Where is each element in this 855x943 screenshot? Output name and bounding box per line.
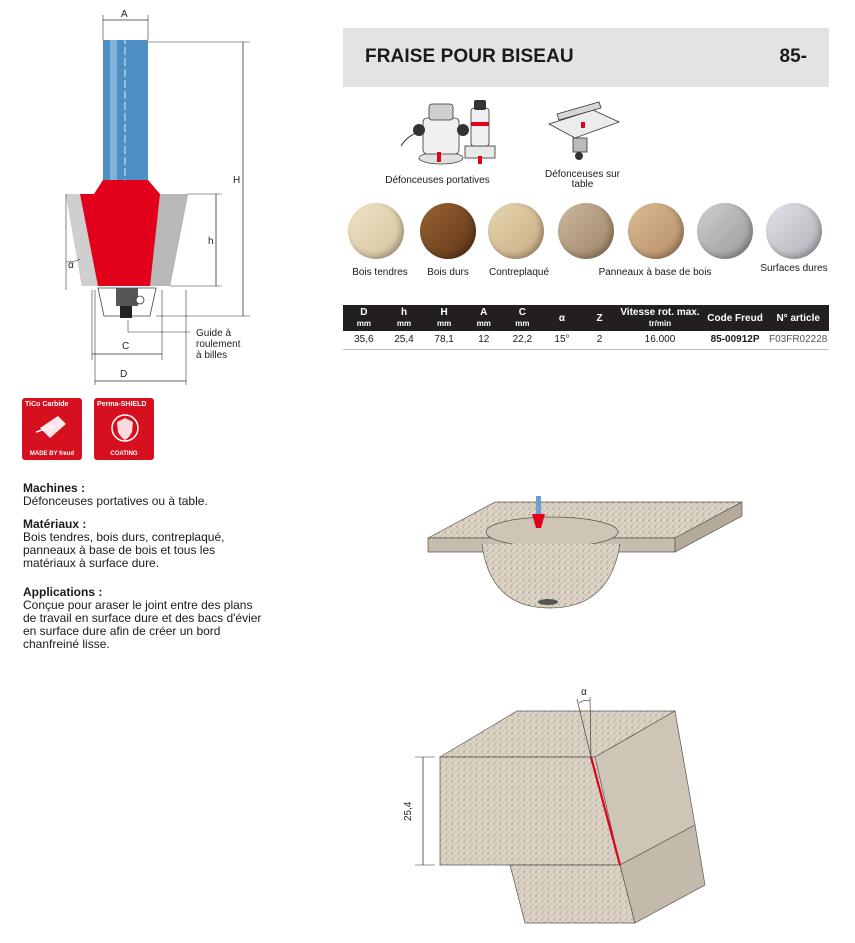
spec-table	[343, 305, 829, 350]
spec-table-header: D mm h mm H mm A mm C mm α Z Vitesse rot. max. tr/min Code Freud N° article	[343, 305, 829, 331]
tico-carbide-badge: TiCo Carbide MADE BY freud	[22, 398, 82, 460]
machine-trim-router	[455, 96, 505, 168]
sink-trimming-illustration	[420, 490, 750, 615]
material-swatch-soft-wood	[348, 203, 404, 259]
bearing-guide-label: Guide à roulement à billes	[196, 328, 241, 361]
perma-shield-badge: Perma-SHIELD COATING	[94, 398, 154, 460]
joint-angle-label: α	[581, 687, 587, 698]
material-label-wood-panels: Panneaux à base de bois	[598, 267, 712, 278]
material-label-soft-wood: Bois tendres	[352, 267, 408, 278]
material-label-hard-surfaces: Surfaces dures	[760, 263, 828, 274]
joint-dimension-label: 25,4	[403, 801, 414, 821]
dim-label-a: A	[121, 9, 128, 20]
applications-section	[23, 586, 263, 651]
materials-section	[23, 518, 263, 570]
material-swatch-hard-wood	[420, 203, 476, 259]
page-title: FRAISE POUR BISEAU	[365, 46, 574, 67]
product-code: 85-00912P	[703, 331, 768, 349]
carbide-tip-icon	[36, 412, 70, 442]
section-text: Conçue pour araser le joint entre des plans de travail en surface dure et des bacs d'évier en surface dure afin de créer un bord chanfreiné lisse.	[23, 598, 262, 651]
table-row: 35,6 25,4 78,1 12 22,2 15° 2 16.000 85-00912P F03FR02228	[343, 331, 829, 349]
material-swatch-mdf	[628, 203, 684, 259]
section-text: Bois tendres, bois durs, contreplaqué, panneaux à base de bois et tous les matériaux à surface dure.	[23, 530, 225, 570]
router-table-icon	[543, 96, 623, 166]
dim-label-h-total: H	[233, 175, 241, 186]
material-swatch-chipboard	[558, 203, 614, 259]
shield-icon	[108, 412, 142, 444]
trim-router-icon	[457, 96, 503, 168]
material-label-plywood: Contreplaqué	[488, 267, 550, 278]
dim-label-alpha: α	[68, 260, 74, 271]
section-text: Défonceuses portatives ou à table.	[23, 494, 208, 508]
section-heading: Applications :	[23, 585, 103, 599]
machine-router-table	[540, 96, 625, 190]
section-heading: Matériaux :	[23, 517, 87, 531]
machines-section	[23, 482, 263, 508]
product-header	[343, 28, 829, 87]
material-swatch-plywood	[488, 203, 544, 259]
material-swatch-solid-surface	[766, 203, 822, 259]
shank	[103, 40, 148, 180]
series-number: 85-	[779, 46, 807, 67]
dim-label-d: D	[120, 369, 128, 380]
section-heading: Machines :	[23, 481, 86, 495]
dim-label-c: C	[122, 341, 130, 352]
material-swatch-particleboard	[697, 203, 753, 259]
material-label-hard-wood: Bois durs	[427, 267, 469, 278]
machine-label: Défonceuses portatives	[385, 175, 490, 186]
chamfer-joint-illustration	[385, 685, 715, 935]
dim-label-h-cut: h	[208, 236, 214, 247]
article-number: F03FR02228	[767, 331, 829, 349]
machine-label: Défonceuses sur table	[544, 169, 621, 190]
